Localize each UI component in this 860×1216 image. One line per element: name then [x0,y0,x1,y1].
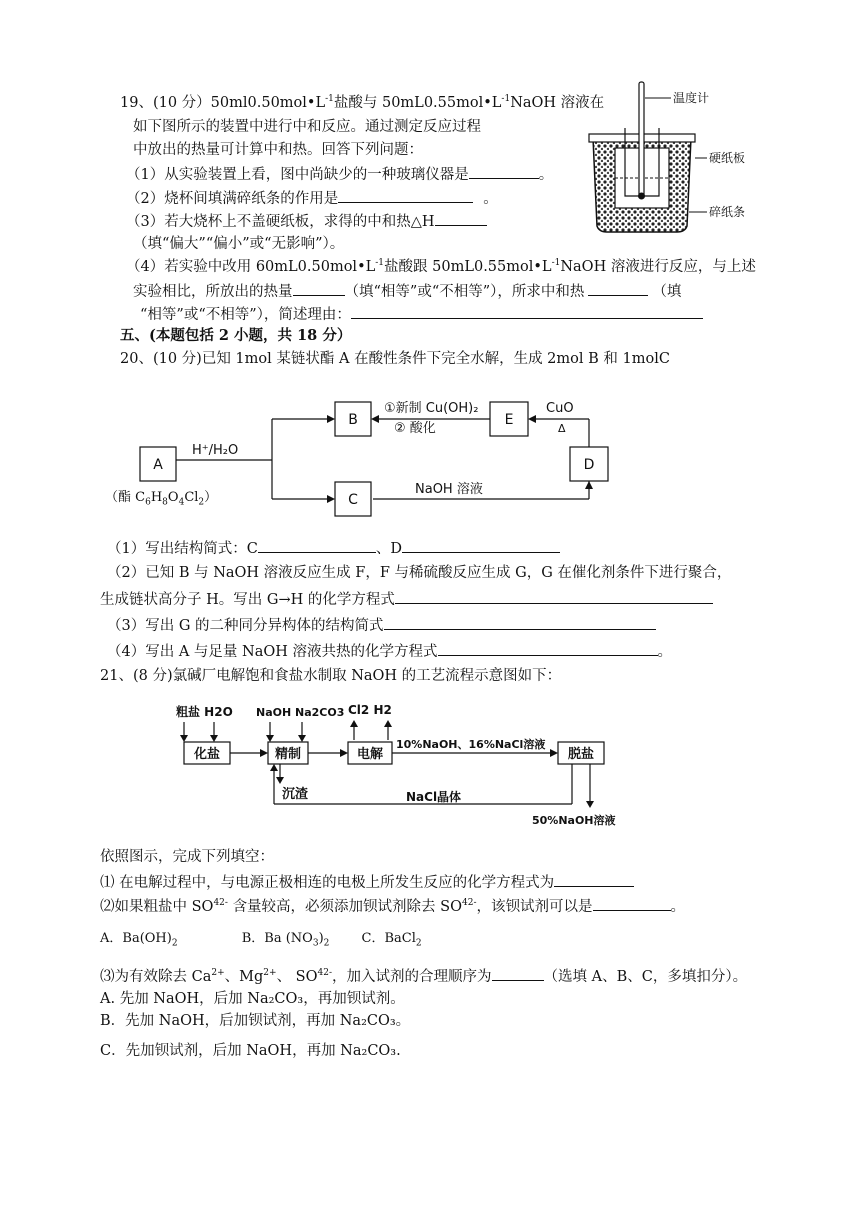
svg-text:D: D [583,457,595,473]
answer-blank[interactable] [554,872,634,887]
q19-line3: 中放出的热量可计算中和热。回答下列问题： [133,142,423,158]
thermometer-label: 温度计 [673,91,710,105]
q19-part4b: 实验相比，所放出的热量 （填“相等”或“不相等”），所求中和热 （填 [133,281,681,301]
q21-a1: ⑴ 在电解过程中，与电源正极相连的电极上所发生反应的化学方程式为 [100,872,634,892]
q19-line2: 如下图所示的装置中进行中和反应。通过测定反应过程 [133,119,481,135]
residue-label: 沉渣 [282,787,309,802]
svg-text:C: C [348,492,358,508]
q20-s4: （4）写出 A 与足量 NaOH 溶液共热的化学方程式 。 [107,641,672,661]
product-label: 50%NaOH溶液 [532,814,616,827]
q20-s2: （2）已知 B 与 NaOH 溶液反应生成 F，F 与稀硫酸反应生成 G，G 在催化剂条件下进行聚合， [107,565,732,581]
output-cl2-h2: Cl2 H2 [348,703,392,717]
calorimeter-figure [585,78,785,243]
board-label: 硬纸板 [709,151,746,165]
nacl-crystal-label: NaCl晶体 [406,790,462,804]
hydrolysis-condition: H⁺/H₂O [192,443,239,458]
q20-intro: 20、(10 分)已知 1mol 某链状酯 A 在酸性条件下完全水解，生成 2mol B 和 1molC [120,351,670,367]
q19-part3b: （填“偏大”“偏小”或“无影响”）。 [133,236,345,252]
svg-text:精制: 精制 [274,747,302,762]
q19-part4: （4）若实验中改用 $60mL0.50mol•L^{-1}$盐酸跟 $50mL0.55mol•L^{-1}NaOH$ 溶液进行反应，与上述 [126,258,756,275]
step1-condition: ①新制 Cu(OH)₂ [384,401,479,416]
intermediate-solution: 10%NaOH、16%NaCl溶液 [396,738,546,751]
answer-blank[interactable] [435,211,487,226]
svg-text:E: E [504,412,514,428]
svg-text:B: B [348,412,358,428]
q19-part1: （1）从实验装置上看，图中尚缺少的一种玻璃仪器是 。 [126,164,553,184]
heat-symbol: Δ [558,422,566,435]
answer-blank[interactable] [293,281,345,296]
q21-options: A．$Ba(OH)_2$ B．Ba $(NO_3)_2$ C．BaCl$_2$ [100,931,422,949]
q21-a2: ⑵如果粗盐中 $SO^{42-}$ 含量较高，必须添加钡试剂除去 $SO^{42-}$，该钡试剂可以是 。 [100,896,685,916]
svg-text:化盐: 化盐 [193,747,221,762]
answer-blank[interactable] [492,966,544,981]
answer-blank[interactable] [588,281,648,296]
answer-blank[interactable] [258,538,376,553]
q19-line1: 19、(10 分）$50ml0.50mol•L^{-1}$盐酸与 $50mL0.55mol•L^{-1}NaOH$ 溶液在 [120,94,605,111]
answer-blank[interactable] [395,589,713,604]
q21-intro: 21、(8 分)氯碱厂电解饱和食盐水制取 NaOH 的工艺流程示意图如下： [100,668,562,684]
q21-a3: ⑶为有效除去 $Ca^{2+}$、$Mg^{2+}$、 $SO^{42-}$，加入试剂的合理顺序为 （选填 A、B、C，多填扣分）。 [100,966,747,986]
input-naoh-na2co3: NaOH Na2CO3 [256,706,345,719]
q21-note: 依照图示，完成下列填空： [100,849,274,865]
answer-blank[interactable] [402,538,560,553]
q20-s1: （1）写出结构简式：C 、D [107,538,560,558]
section-five-heading: 五、(本题包括 2 小题，共 18 分） [120,327,352,344]
step2-condition: ② 酸化 [394,421,436,436]
naoh-condition: NaOH 溶液 [415,482,483,497]
q21-choice-b: B．先加 NaOH，后加钡试剂，再加 Na₂CO₃。 [100,1013,411,1029]
answer-blank[interactable] [438,641,658,656]
q19-part3: （3）若大烧杯上不盖硬纸板，求得的中和热△H [126,211,487,231]
answer-blank[interactable] [338,188,473,203]
q21-process-flow [170,700,630,830]
q21-choice-a: A. 先加 NaOH，后加 Na₂CO₃，再加钡试剂。 [100,991,405,1007]
svg-text:A: A [153,457,163,473]
paper-strips-label: 碎纸条 [709,205,746,219]
answer-blank[interactable] [469,164,539,179]
q19-part4c: “相等”或“不相等”），简述理由： [140,304,703,324]
answer-blank[interactable] [384,615,656,630]
svg-text:电解: 电解 [356,747,384,762]
answer-blank[interactable] [351,304,703,319]
answer-blank[interactable] [593,896,671,911]
q21-choice-c: C．先加钡试剂，后加 NaOH，再加 Na₂CO₃. [100,1043,401,1059]
q19-part2: （2）烧杯间填满碎纸条的作用是 。 [126,188,498,208]
cuo-condition: CuO [546,401,574,416]
svg-text:脱盐: 脱盐 [567,747,595,762]
q20-s2b: 生成链状高分子 H。写出 G→H 的化学方程式 [100,589,713,609]
q20-s3: （3）写出 G 的二种同分异构体的结构简式 [107,615,656,635]
ester-formula: （酯 $C_6H_8O_4Cl_2$） [105,490,218,508]
input-crude-salt-water: 粗盐 H2O [176,705,233,719]
